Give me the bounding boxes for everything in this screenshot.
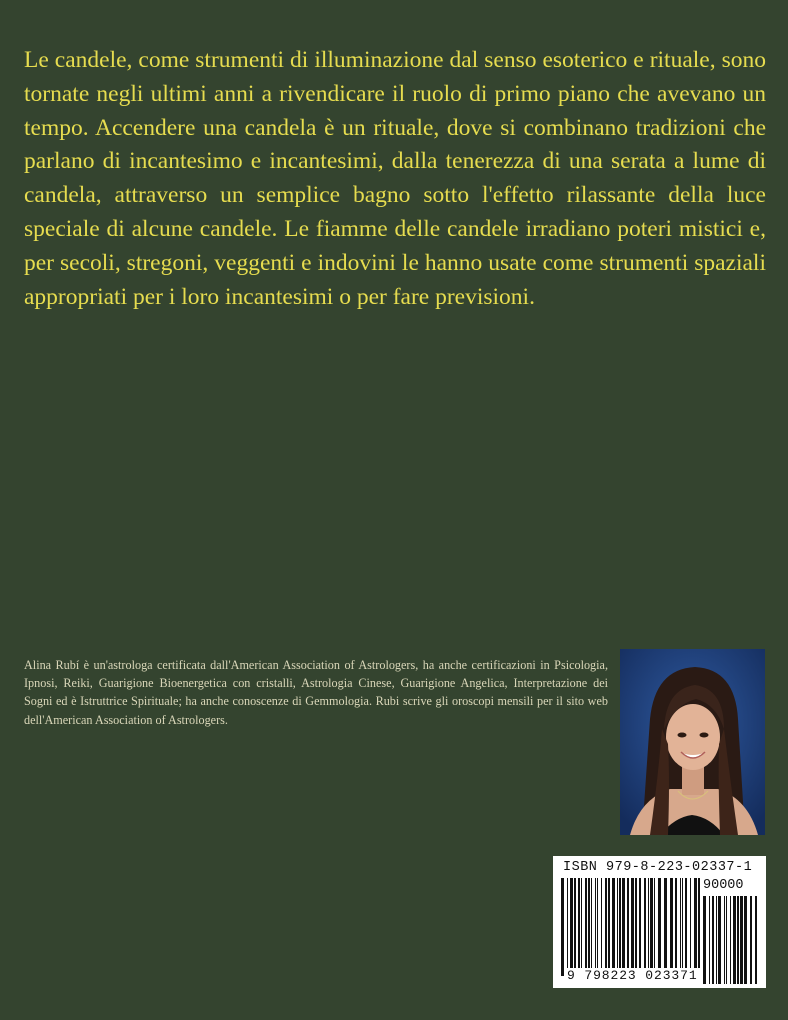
isbn-barcode (553, 856, 766, 988)
author-bio: Alina Rubí è un'astrologa certificata dall'American Association of Astrologers, ha anche certificazioni in Psicologia, Ipnosi, Reiki, Guarigione Bioenergetica con cristalli, Astrologia Cinese, Guarigione Angelica, Interpretazione dei Sogni ed è Istruttrice Spirituale; ha anche conoscenze di Gemmologia. Rubi scrive gli oroscopi mensili per il sito web dell'American Association of Astrologers. (24, 658, 608, 727)
back-cover-blurb: Le candele, come strumenti di illuminazione dal senso esoterico e rituale, sono tornate negli ultimi anni a rivendicare il ruolo di primo piano che avevano un tempo. Accendere una candela è un rituale, dove si combinano tradizioni che parlano di incantesimo e incantesimi, dalla tenerezza di una serata a lume di candela, attraverso un semplice bagno sotto l'effetto rilassante della luce speciale di alcune candele. Le fiamme delle candele irradiano poteri mistici e, per secoli, stregoni, veggenti e indovini le hanno usate come strumenti spaziali appropriati per i loro incantesimi o per fare previsioni. (24, 47, 766, 310)
author-photo (620, 649, 765, 835)
ean-digits: 9 798223 023371 (567, 968, 698, 983)
price-code: 90000 (703, 878, 744, 893)
price-code-bars (703, 896, 758, 984)
barcode-bars (561, 878, 701, 976)
isbn-label: ISBN 979-8-223-02337-1 (563, 860, 753, 875)
